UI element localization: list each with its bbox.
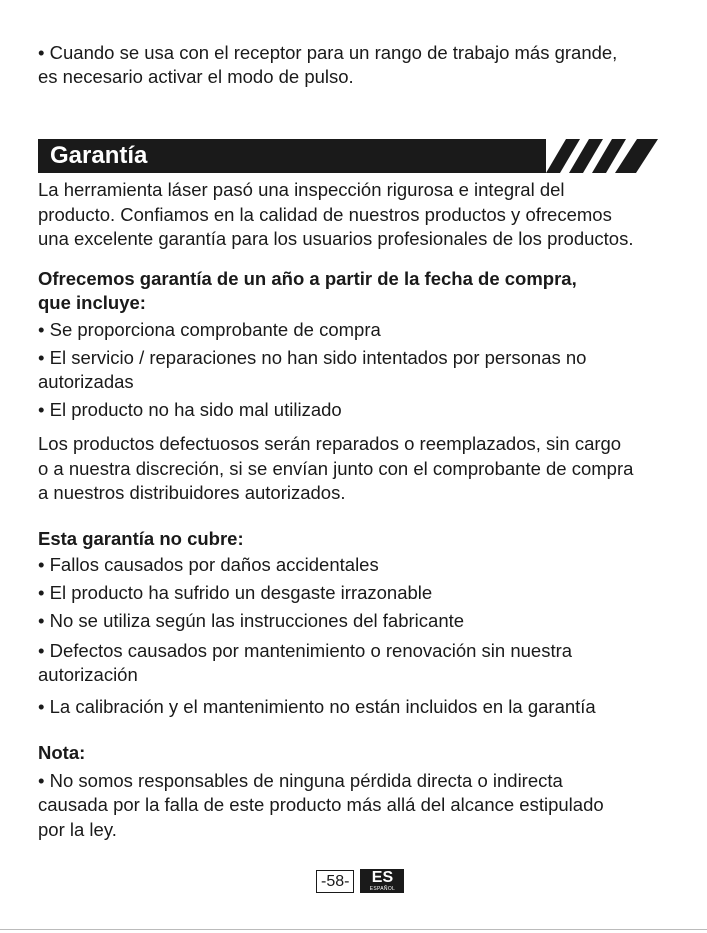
note-heading: Nota: [38, 742, 86, 763]
not-covered-item-4: • Defectos causados por mantenimiento o renovación sin nuestra [38, 639, 678, 663]
not-covered-heading: Esta garantía no cubre: [38, 528, 244, 549]
includes-item-2-cont: autorizadas [38, 371, 134, 392]
paragraph1-line-1: La herramienta láser pasó una inspección rigurosa e integral del [38, 179, 565, 200]
bottom-divider [0, 929, 707, 930]
not-covered-item-5: • La calibración y el mantenimiento no están incluidos en la garantía [38, 695, 678, 719]
language-name: ESPAÑOL [369, 886, 396, 892]
warranty-heading-line-1: Ofrecemos garantía de un año a partir de la fecha de compra, [38, 268, 577, 289]
language-badge [360, 869, 404, 893]
intro-line-2: es necesario activar el modo de pulso. [38, 66, 354, 87]
includes-item-3: • El producto no ha sido mal utilizado [38, 398, 678, 422]
paragraph2-line-1: Los productos defectuosos serán reparados o reemplazados, sin cargo [38, 433, 622, 454]
note-line-2: causada por la falla de este producto más allá del alcance estipulado [38, 794, 604, 815]
paragraph1-line-2: producto. Confiamos en la calidad de nuestros productos y ofrecemos [38, 204, 612, 225]
includes-item-1: • Se proporciona comprobante de compra [38, 318, 678, 342]
not-covered-item-4-cont: autorización [38, 664, 138, 685]
intro-line-1: • Cuando se usa con el receptor para un rango de trabajo más grande, [38, 41, 678, 65]
paragraph2-line-2: o a nuestra discreción, si se envían junto con el comprobante de compra [38, 458, 634, 479]
not-covered-item-2: • El producto ha sufrido un desgaste irrazonable [38, 581, 678, 605]
header-stripes-decoration [536, 139, 660, 173]
page-number: -58- [316, 870, 354, 893]
paragraph2-line-3: a nuestros distribuidores autorizados. [38, 482, 346, 503]
page-footer [316, 869, 404, 893]
note-line-1: • No somos responsables de ninguna pérdida directa o indirecta [38, 769, 678, 793]
language-code: ES [371, 869, 394, 886]
includes-item-2: • El servicio / reparaciones no han sido intentados por personas no [38, 346, 678, 370]
not-covered-item-3: • No se utiliza según las instrucciones del fabricante [38, 609, 678, 633]
not-covered-item-1: • Fallos causados por daños accidentales [38, 553, 678, 577]
warranty-heading-line-2: que incluye: [38, 292, 146, 313]
paragraph1-line-3: una excelente garantía para los usuarios profesionales de los productos. [38, 228, 634, 249]
note-line-3: por la ley. [38, 819, 117, 840]
section-title: Garantía [50, 142, 148, 169]
